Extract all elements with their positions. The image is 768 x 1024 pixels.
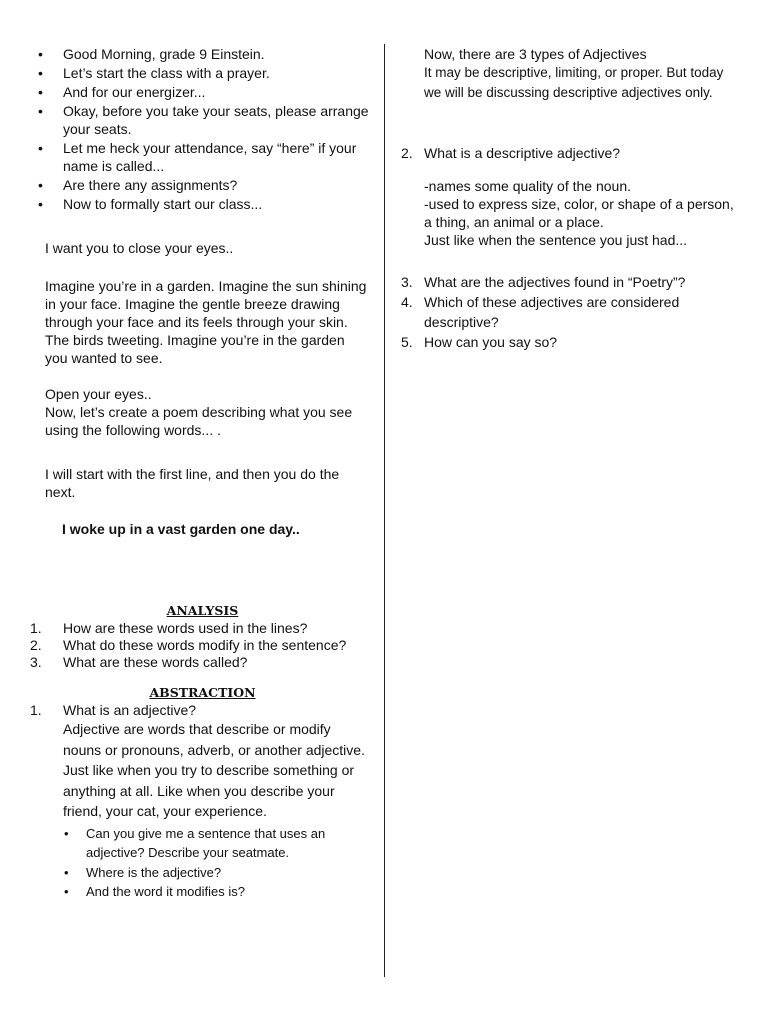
list-item [30, 654, 370, 671]
adjective-types-description: It may be descriptive, limiting, or proper. But today we will be discussing descriptive adjectives only. [424, 65, 724, 100]
create-poem-text: Now, let’s create a poem describing what you see using the following words... . [45, 404, 353, 438]
item-number: 4. [401, 294, 413, 310]
answer-line: -names some quality of the noun. [424, 178, 632, 194]
item-number: 1. [30, 702, 42, 718]
right-column [398, 45, 738, 352]
abstraction-sub-bullets [30, 824, 370, 902]
adjective-types-title: Now, there are 3 types of Adjectives [424, 46, 647, 62]
list-item [398, 332, 738, 352]
list-item [30, 702, 370, 719]
list-item: • Okay, before you take your seats, please arrange your seats. [30, 102, 370, 138]
abstraction-list [30, 702, 370, 719]
item-number: 3. [401, 274, 413, 290]
first-line-instruction: I will start with the first line, and then you do the next. [45, 466, 340, 500]
left-column [30, 45, 370, 902]
descriptive-answer [398, 177, 738, 249]
answer-line: Just like when the sentence you just had... [424, 232, 688, 248]
list-item: • Now to formally start our class... [30, 195, 370, 213]
item-text: What is a descriptive adjective? [424, 145, 621, 161]
close-eyes-text: I want you to close your eyes.. [45, 240, 234, 256]
list-item: • And for our energizer... [30, 83, 370, 101]
item-text: What are these words called? [63, 654, 248, 670]
list-item [30, 637, 370, 654]
list-item [398, 272, 738, 292]
list-item: • Let’s start the class with a prayer. [30, 64, 370, 82]
item-number: 5. [401, 334, 413, 350]
poem-first-line: I woke up in a vast garden one day.. [62, 521, 300, 537]
item-number: 1. [30, 620, 42, 636]
list-item: • Let me heck your attendance, say “here” if your name is called... [30, 139, 370, 175]
open-eyes-text: Open your eyes.. [45, 386, 152, 402]
item-text: What is an adjective? [63, 702, 197, 718]
list-item [398, 143, 738, 163]
item-text: What are the adjectives found in “Poetry”? [424, 274, 686, 290]
follow-up-question-list [398, 272, 738, 352]
item-text: How are these words used in the lines? [63, 620, 308, 636]
adjective-definition: Adjective are words that describe or modify nouns or pronouns, adverb, or another adjective. Just like when you try to describe something or anything at all. Like when you describe your friend, your cat, your experience. [63, 721, 365, 819]
item-text: Which of these adjectives are considered descriptive? [424, 294, 680, 330]
item-number: 2. [30, 637, 42, 653]
list-item [30, 620, 370, 637]
opening-bullet-list [30, 45, 370, 213]
list-item: • Can you give me a sentence that uses an adjective? Describe your seatmate. [86, 824, 370, 863]
analysis-list [30, 620, 370, 671]
list-item [398, 292, 738, 332]
analysis-heading: ANALYSIS [166, 603, 239, 618]
list-item: • Good Morning, grade 9 Einstein. [30, 45, 370, 63]
item-number: 3. [30, 654, 42, 670]
list-item: • And the word it modifies is? [86, 882, 370, 902]
list-item: • Where is the adjective? [86, 863, 370, 883]
item-text: How can you say so? [424, 334, 558, 350]
answer-line: -used to express size, color, or shape of a person, a thing, an animal or a place. [424, 196, 734, 230]
imagine-paragraph: Imagine you’re in a garden. Imagine the sun shining in your face. Imagine the gentle breeze drawing through your face and its feels through your skin. The birds tweeting. Imagine you’re in the garden you wanted to see. [45, 278, 367, 366]
abstraction-heading: ABSTRACTION [149, 685, 256, 700]
column-divider [384, 44, 385, 977]
item-text: What do these words modify in the sentence? [63, 637, 347, 653]
item-number: 2. [401, 145, 413, 161]
list-item: • Are there any assignments? [30, 176, 370, 194]
descriptive-question-list [398, 143, 738, 163]
